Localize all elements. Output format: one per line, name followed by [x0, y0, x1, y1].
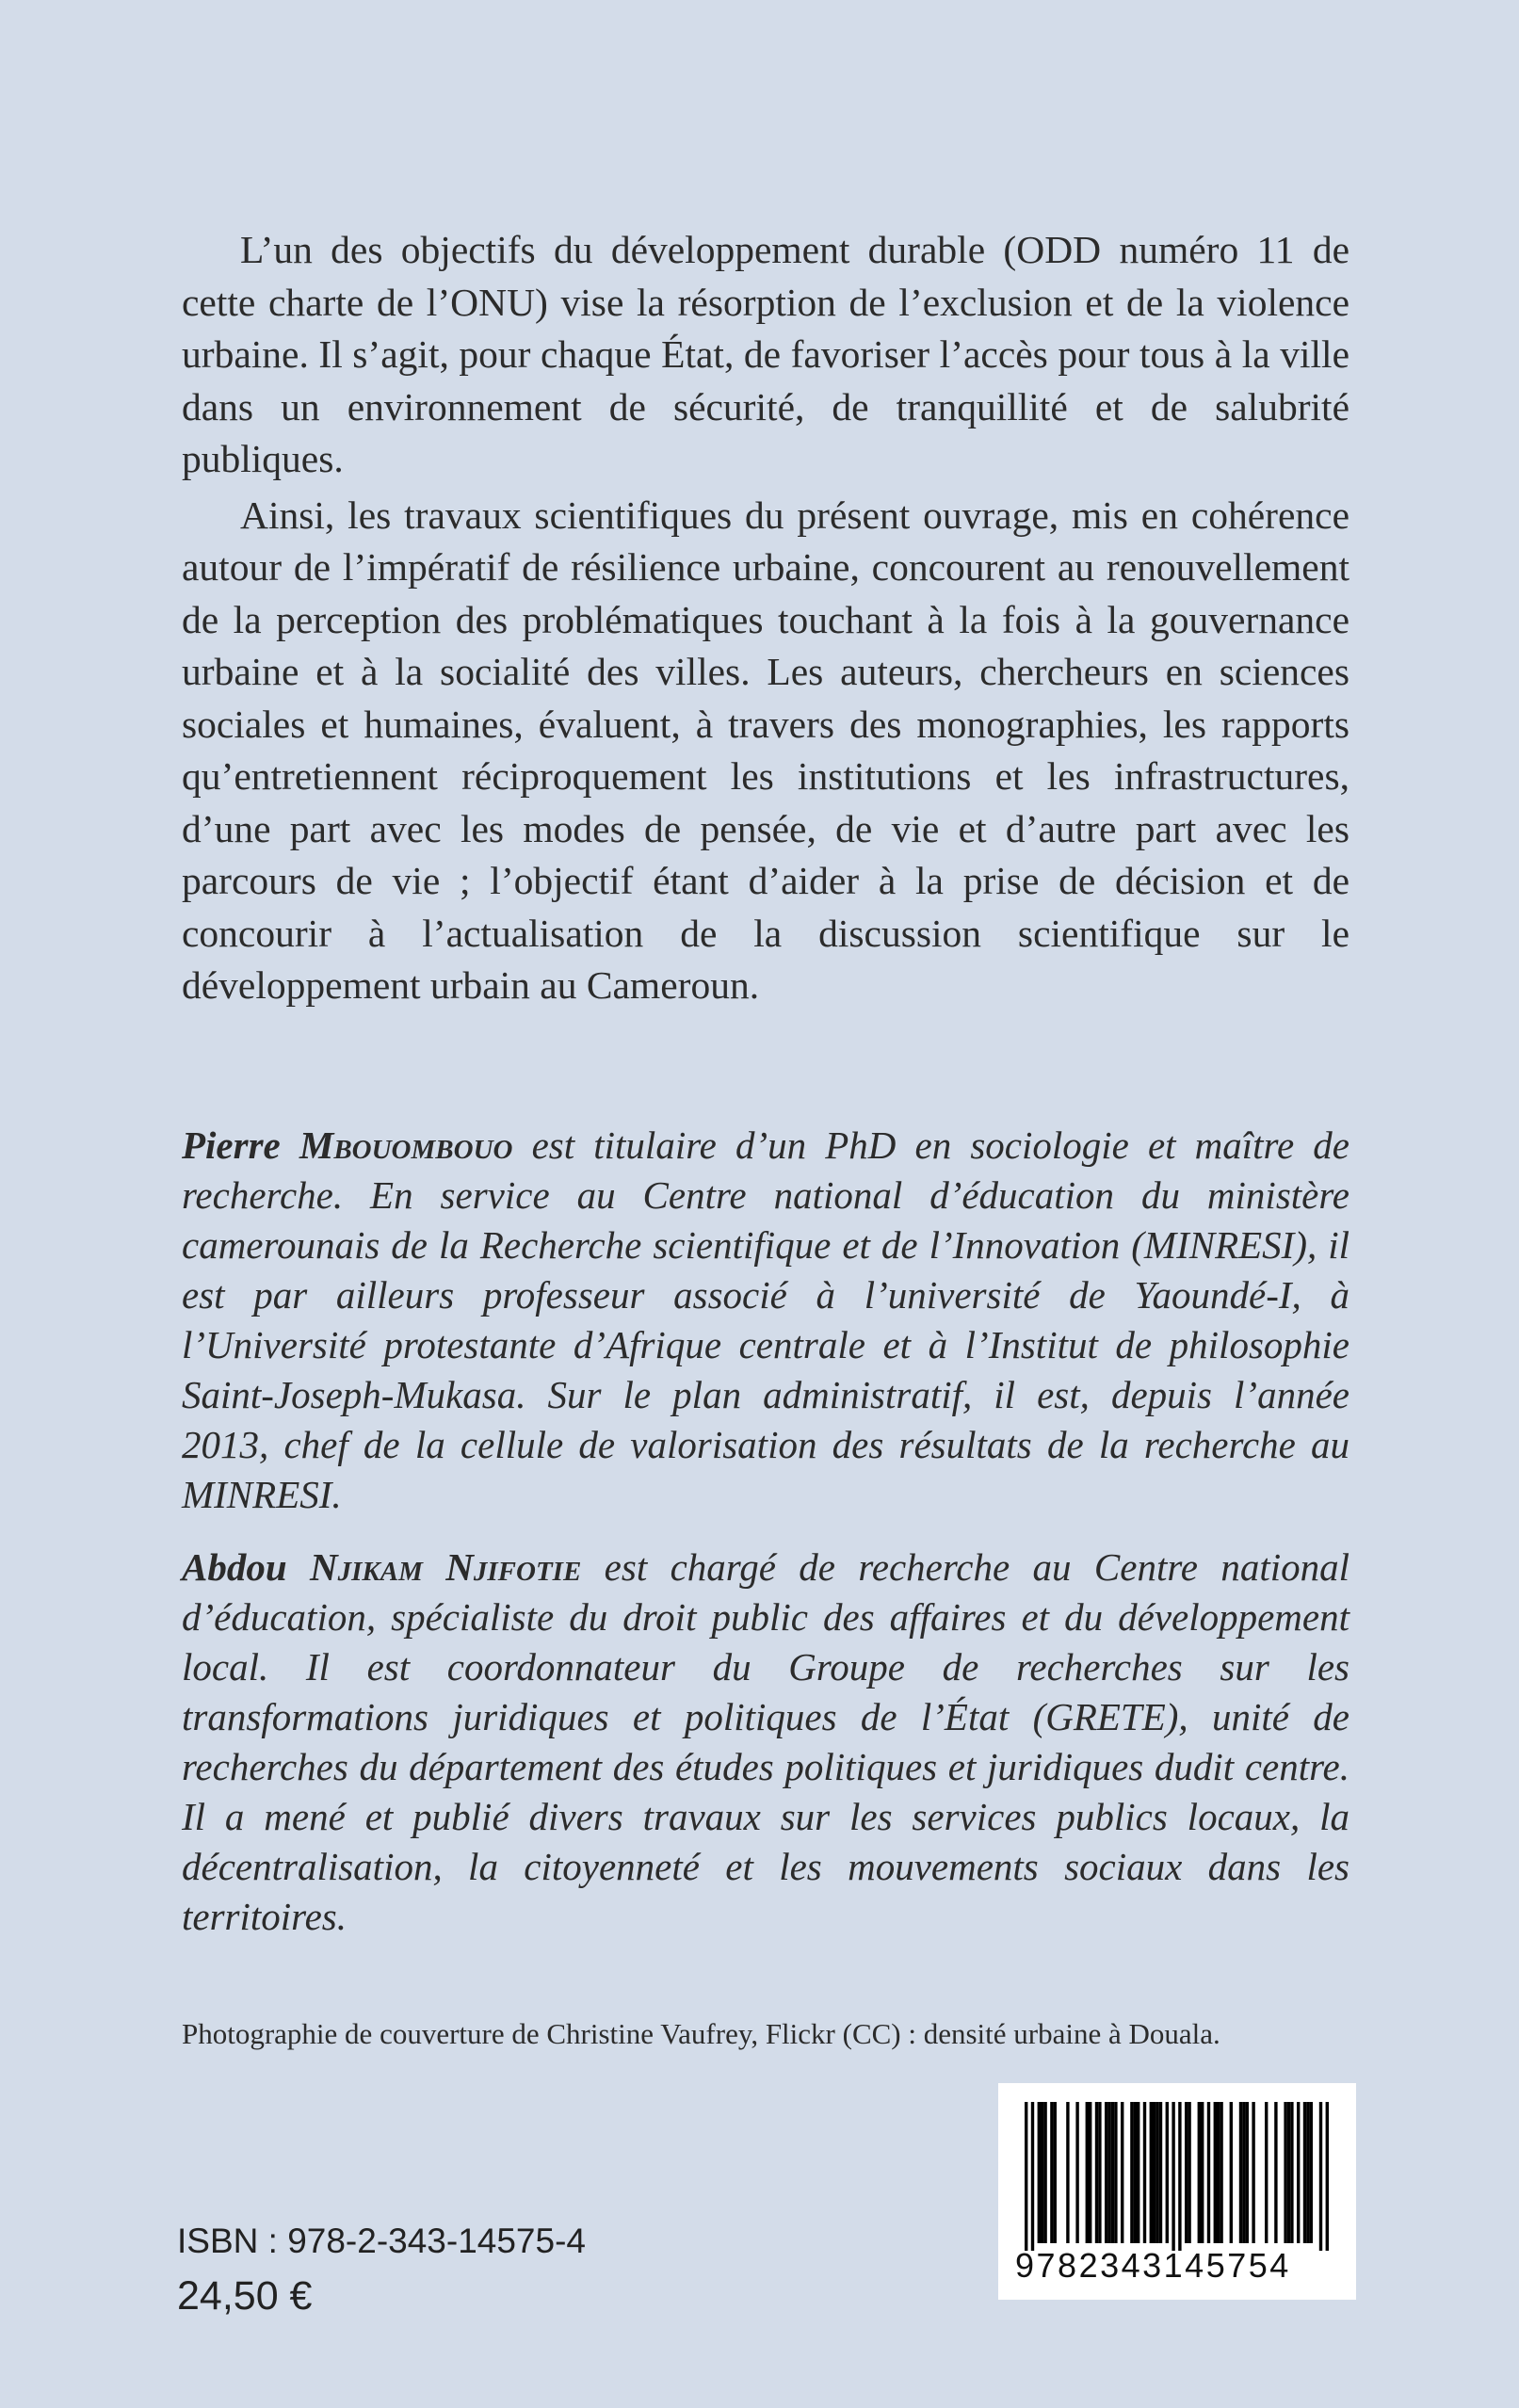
barcode-bar: [1310, 2102, 1313, 2243]
barcode-bar: [1284, 2102, 1286, 2243]
summary-paragraph-1: L’un des objectifs du développement durable (ODD numéro 11 de cette charte de l’ONU) vise la résorption de l’exclusion et de la violence urbaine. Il s’agit, pour chaque État, de favoriser l’accès pour tous à la ville dans un environnement de sécurité, de tranquillité et de salubrité publiques.: [182, 228, 1349, 480]
author-first-name: Pierre: [182, 1123, 281, 1167]
barcode-bar: [1038, 2102, 1041, 2243]
barcode-bar: [1075, 2102, 1078, 2243]
barcode-bar: [1121, 2102, 1123, 2243]
barcode-bar: [1220, 2102, 1222, 2243]
barcode-bar: [1207, 2102, 1210, 2243]
barcode-bar: [1159, 2102, 1162, 2243]
barcode-bar: [1198, 2102, 1201, 2243]
barcode-bar: [1095, 2102, 1098, 2243]
photo-credit: Photographie de couverture de Christine Vaufrey, Flickr (CC) : densité urbaine à Douala.: [182, 2017, 1220, 2050]
barcode-bar: [1214, 2102, 1217, 2243]
barcode-bar: [1242, 2102, 1245, 2243]
author-first-name: Abdou: [182, 1545, 287, 1589]
barcode-bar: [1098, 2102, 1101, 2243]
barcode: [998, 2083, 1356, 2300]
barcode-bar: [1290, 2102, 1293, 2243]
barcode-bar: [1172, 2102, 1174, 2251]
barcode-bar: [1031, 2102, 1034, 2251]
barcode-bar: [1111, 2102, 1114, 2243]
author-last-name: Njikam Njifotie: [310, 1545, 582, 1589]
barcode-bar: [1134, 2102, 1137, 2243]
barcode-bar: [1252, 2102, 1254, 2243]
barcode-bar: [1153, 2102, 1155, 2243]
barcode-digits: 9782343145754: [1015, 2246, 1291, 2285]
barcode-bar: [1089, 2102, 1091, 2243]
barcode-bar: [1041, 2102, 1043, 2243]
barcode-bar: [1086, 2102, 1089, 2243]
barcode-bar: [1239, 2102, 1242, 2243]
barcode-bar: [1306, 2102, 1309, 2243]
barcode-bar: [1188, 2102, 1190, 2243]
barcode-bar: [1230, 2102, 1233, 2243]
barcode-bar: [1303, 2102, 1306, 2243]
author-last-name: Mbouombouo: [299, 1123, 513, 1167]
author-bio-2: [182, 1543, 1349, 1942]
barcode-bar: [1155, 2102, 1158, 2243]
barcode-bar: [1246, 2102, 1249, 2243]
price-label: 24,50 €: [177, 2273, 313, 2319]
barcode-bar: [1130, 2102, 1133, 2243]
barcode-bar: [1043, 2102, 1046, 2243]
barcode-bar: [1185, 2102, 1188, 2243]
author-bio-text: est chargé de recherche au Centre national d’éducation, spécialiste du droit public des affaires et du développement local. Il est coordonnateur du Groupe de recherches sur les transformations juridiques et politiques de l’État (GRETE), unité de recherches du département des études politiques et juridiques dudit centre. Il a mené et publié divers travaux sur les services publics locaux, la décentralisation, la citoyenneté et les mouvements sociaux dans les territoires.: [182, 1545, 1350, 1938]
barcode-bar: [1319, 2102, 1322, 2251]
isbn-label: ISBN : 978-2-343-14575-4: [177, 2222, 586, 2260]
author-bio-text: est titulaire d’un PhD en sociologie et maître de recherche. En service au Centre national d’éducation du ministère camerounais de la Recherche scientifique et de l’Innovation (MINRESI), il est par ailleurs professeur associé à l’université de Yaoundé-I, à l’Université protestante d’Afrique centrale et à l’Institut de philosophie Saint-Joseph-Mukasa. Sur le plan administratif, il est, depuis l’année 2013, chef de la cellule de valorisation des résultats de la recherche au MINRESI.: [182, 1123, 1350, 1516]
barcode-bar: [1137, 2102, 1139, 2243]
author-bio-1: [182, 1121, 1349, 1520]
barcode-bar: [1201, 2102, 1204, 2243]
barcode-bar: [1107, 2102, 1110, 2243]
barcode-bar: [1297, 2102, 1300, 2243]
barcode-bar: [1178, 2102, 1181, 2251]
barcode-bar: [1265, 2102, 1268, 2243]
barcode-bar: [1326, 2102, 1329, 2251]
summary-paragraph-2: Ainsi, les travaux scientifiques du présent ouvrage, mis en cohérence autour de l’impératif de résilience urbaine, concourent au renouvellement de la perception des problématiques touchant à la fois à la gouvernance urbaine et à la socialité des villes. Les auteurs, chercheurs en sciences sociales et humaines, évaluent, à travers des monographies, les rapports qu’entretiennent réciproquement les institutions et les infrastructures, d’une part avec les modes de pensée, de vie et d’autre part avec les parcours de vie ; l’objectif étant d’aider à la prise de décision et de concourir à l’actualisation de la discussion scientifique sur le développement urbain au Cameroun.: [182, 493, 1349, 1007]
barcode-bar: [1054, 2102, 1057, 2243]
barcode-bar: [1114, 2102, 1117, 2243]
barcode-bar: [1150, 2102, 1153, 2243]
barcode-bars: [998, 2083, 1356, 2253]
barcode-bar: [1274, 2102, 1277, 2243]
barcode-bar: [1105, 2102, 1107, 2243]
barcode-bar: [1050, 2102, 1053, 2243]
barcode-bar: [1066, 2102, 1069, 2243]
barcode-bar: [1166, 2102, 1169, 2243]
summary-block: [182, 224, 1349, 1012]
barcode-bar: [1025, 2102, 1027, 2251]
barcode-bar: [1287, 2102, 1290, 2243]
barcode-bar: [1143, 2102, 1146, 2243]
barcode-bar: [1217, 2102, 1220, 2243]
